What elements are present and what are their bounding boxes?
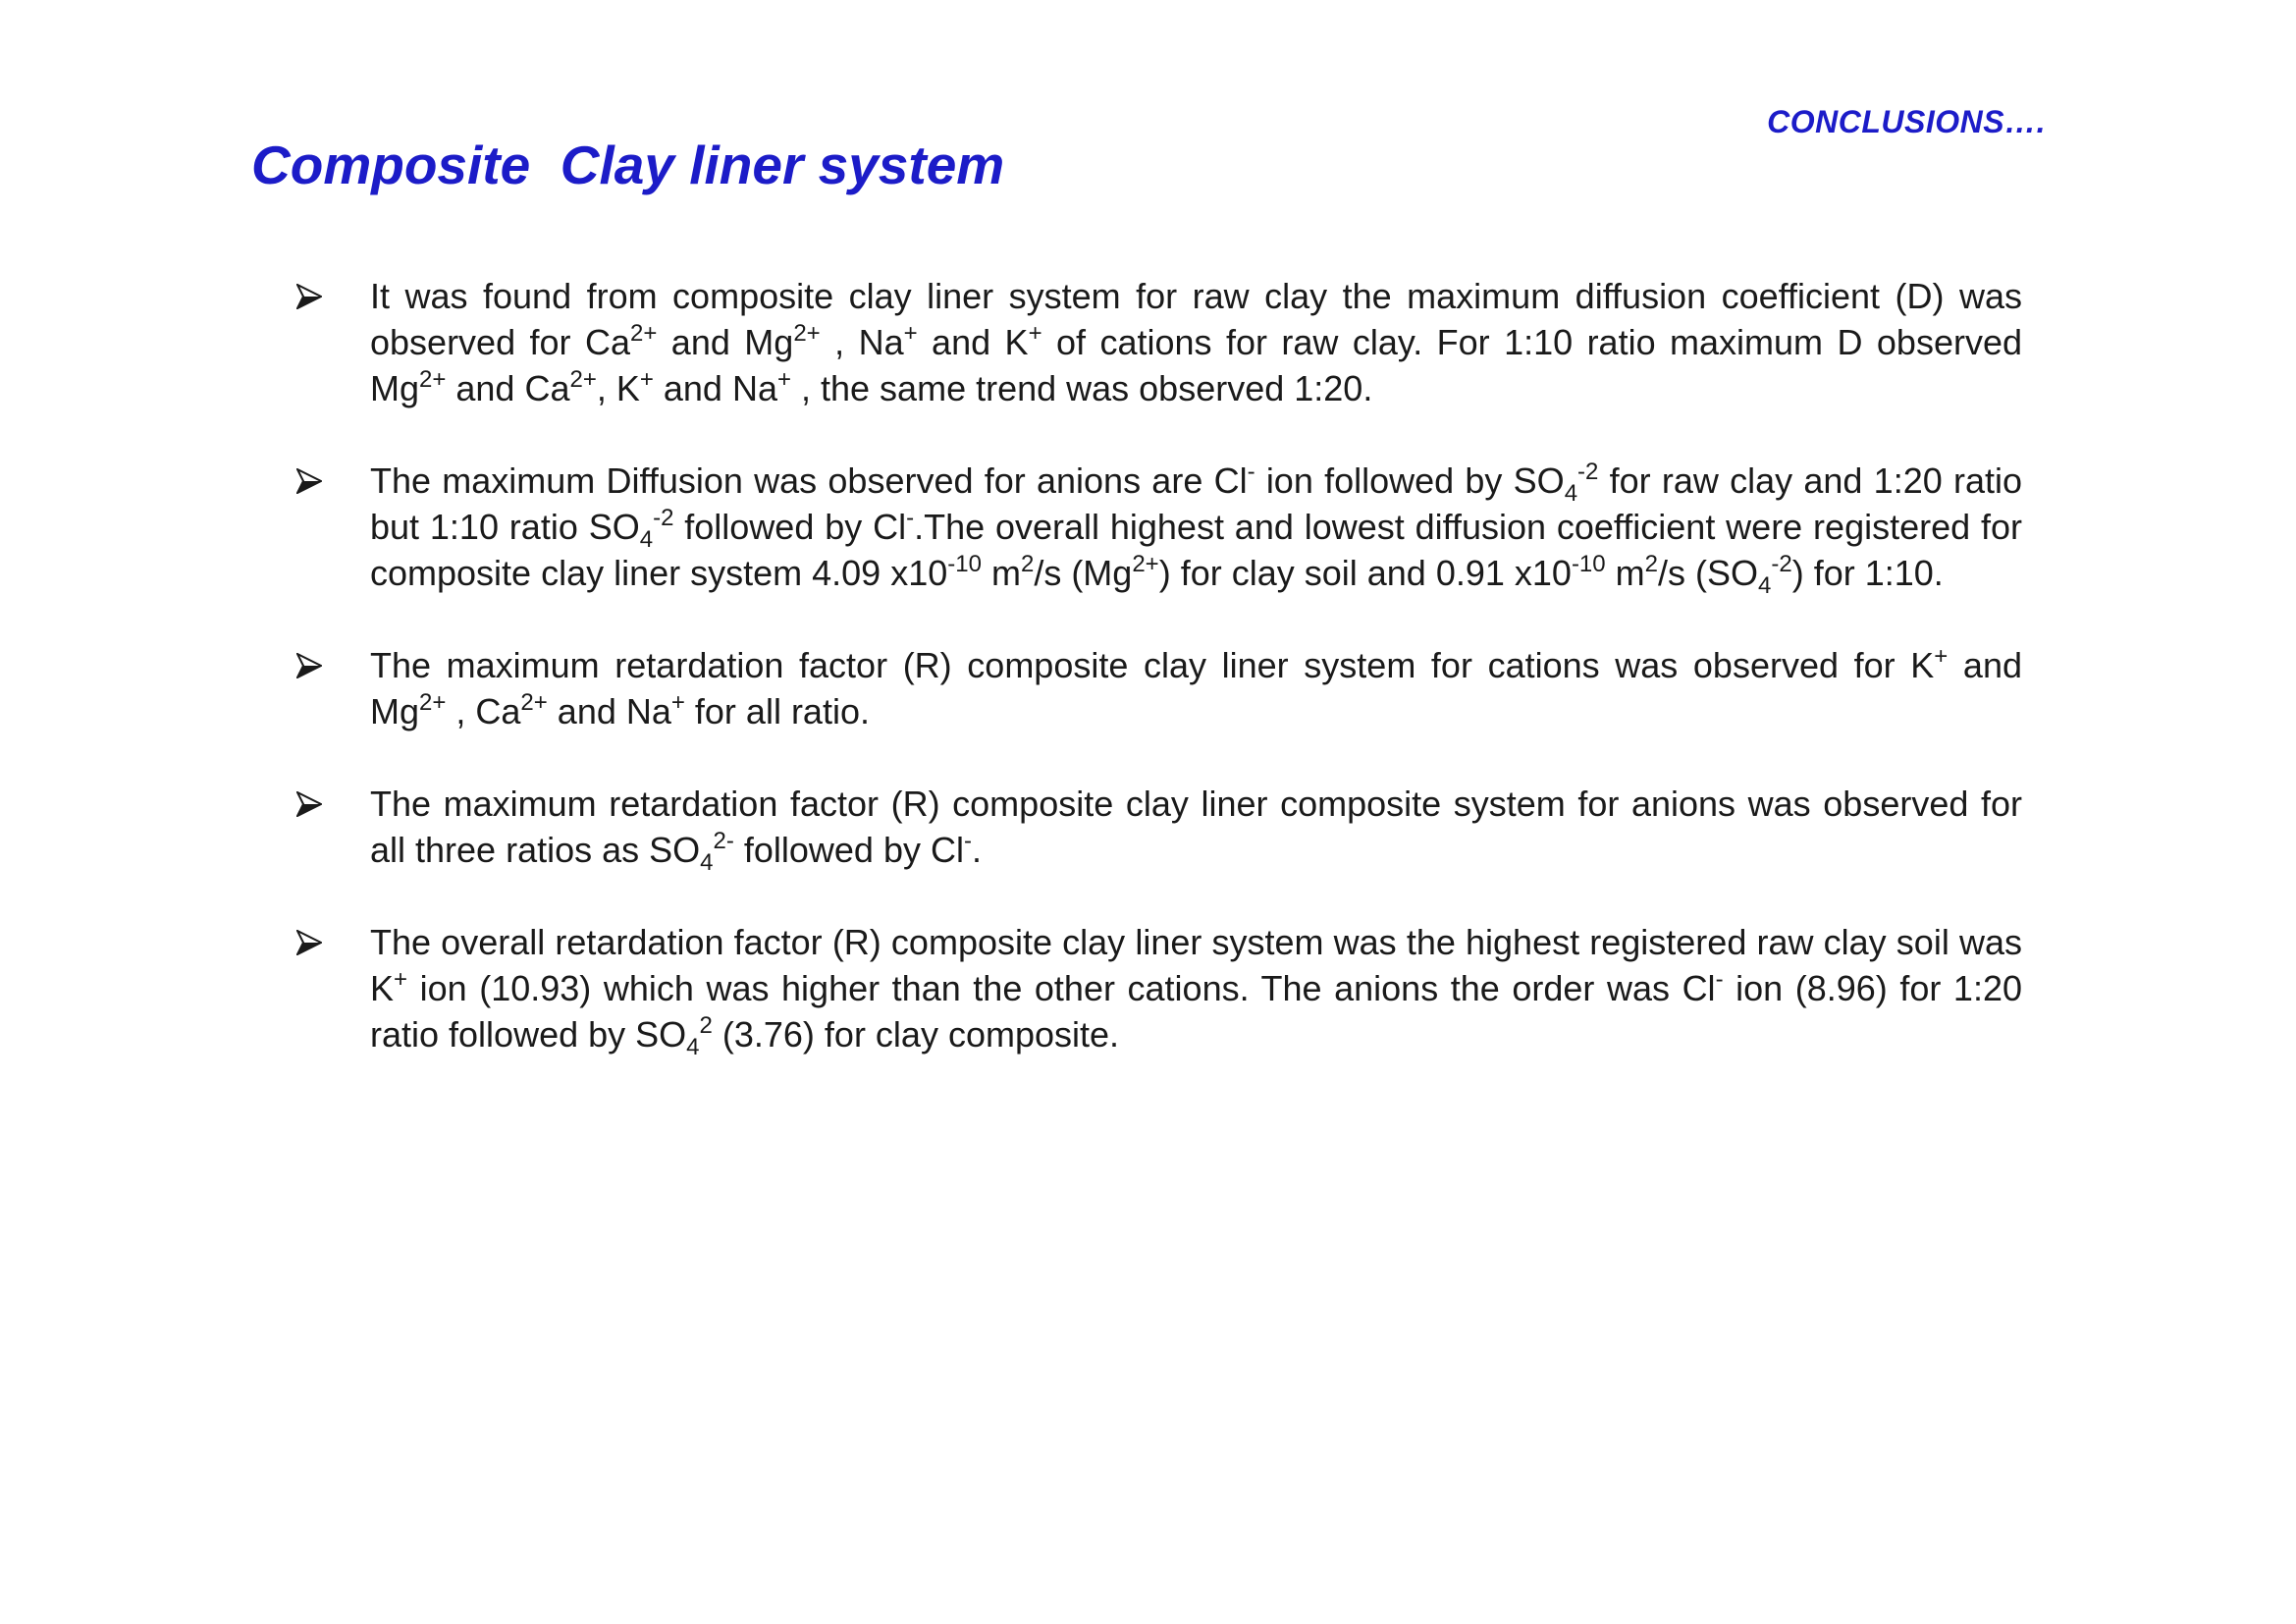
superscript: 2 bbox=[1644, 551, 1658, 577]
text-run: for all ratio. bbox=[684, 691, 870, 731]
superscript: - bbox=[963, 828, 972, 854]
bullet-item bbox=[293, 273, 2022, 411]
superscript: 2+ bbox=[569, 366, 597, 393]
bullet-text bbox=[370, 458, 2023, 599]
text-run: of cations for raw clay. For 1:10 ratio maximum D observed Mg bbox=[370, 322, 2022, 408]
text-run: The overall retardation factor (R) composite clay liner system was the highest registered raw clay soil was K bbox=[370, 922, 2022, 1008]
superscript: + bbox=[394, 966, 408, 993]
superscript: -10 bbox=[1571, 551, 1606, 577]
text-run: ion (8.96) for 1:20 ratio followed by SO bbox=[370, 968, 2022, 1055]
bullet-item bbox=[293, 642, 2022, 734]
arrowhead-bullet-icon bbox=[293, 642, 322, 688]
arrowhead-bullet-icon bbox=[293, 919, 322, 965]
superscript: 2 bbox=[699, 1012, 713, 1039]
text-run: and Mg bbox=[657, 322, 794, 362]
text-run: (3.76) for clay composite. bbox=[712, 1014, 1120, 1055]
text-run: , Ca bbox=[446, 691, 521, 731]
text-run: ion (10.93) which was higher than the other cations. The anions the order was Cl bbox=[407, 968, 1716, 1008]
text-run: and Mg bbox=[370, 645, 2022, 731]
arrowhead-bullet-icon bbox=[293, 458, 322, 504]
text-run: ion followed by SO bbox=[1255, 460, 1565, 501]
superscript: -2 bbox=[1771, 551, 1792, 577]
text-run: . bbox=[971, 830, 982, 870]
text-run: , K bbox=[596, 368, 640, 408]
superscript: 2- bbox=[713, 828, 734, 854]
slide-title: Composite Clay liner system bbox=[251, 135, 1005, 195]
text-run: and Na bbox=[653, 368, 777, 408]
bullet-item bbox=[293, 919, 2022, 1060]
bullet-text bbox=[370, 919, 2022, 1060]
superscript: -2 bbox=[1577, 459, 1599, 485]
superscript: + bbox=[1934, 643, 1949, 670]
text-run: The maximum retardation factor (R) composite clay liner composite system for anions was observed for all three ratios as SO bbox=[370, 784, 2022, 870]
superscript: - bbox=[1247, 459, 1255, 485]
text-run: followed by Cl bbox=[673, 507, 907, 547]
text-run: ) for 1:10. bbox=[1791, 553, 1944, 593]
bullet-text bbox=[370, 273, 2022, 411]
bullet-text bbox=[370, 781, 2022, 876]
text-run: It was found from composite clay liner system for raw clay the maximum diffusion coefficient (D) was observed for Ca bbox=[370, 276, 2022, 362]
superscript: - bbox=[906, 505, 915, 531]
bullet-list bbox=[293, 273, 2022, 1104]
text-run: , the same trend was observed 1:20. bbox=[791, 368, 1373, 408]
arrowhead-bullet-icon bbox=[293, 273, 322, 319]
text-run: The maximum Diffusion was observed for anions are Cl bbox=[370, 460, 1248, 501]
arrowhead-bullet-icon bbox=[293, 781, 322, 827]
bullet-item bbox=[293, 781, 2022, 876]
superscript: 2+ bbox=[793, 320, 821, 347]
superscript: -2 bbox=[653, 505, 674, 531]
superscript: 2+ bbox=[520, 689, 548, 716]
text-run: and K bbox=[917, 322, 1029, 362]
superscript: + bbox=[1028, 320, 1042, 347]
superscript: + bbox=[639, 366, 654, 393]
text-run: The maximum retardation factor (R) composite clay liner system for cations was observed for K bbox=[370, 645, 1935, 685]
superscript: 2+ bbox=[630, 320, 658, 347]
superscript: + bbox=[670, 689, 685, 716]
superscript: - bbox=[1715, 966, 1724, 993]
bullet-text bbox=[370, 642, 2022, 734]
subscript: 4 bbox=[639, 526, 654, 553]
text-run: ) for clay soil and 0.91 x10 bbox=[1158, 553, 1572, 593]
text-run: for raw clay and 1:20 ratio but 1:10 ratio SO bbox=[370, 460, 2022, 547]
superscript: 2 bbox=[1020, 551, 1035, 577]
superscript: + bbox=[903, 320, 918, 347]
subscript: 4 bbox=[686, 1034, 700, 1060]
subscript: 4 bbox=[1758, 572, 1772, 599]
text-run: followed by Cl bbox=[733, 830, 964, 870]
text-run: /s (SO bbox=[1657, 553, 1758, 593]
superscript: -10 bbox=[947, 551, 982, 577]
bullet-item bbox=[293, 458, 2023, 599]
superscript: + bbox=[776, 366, 791, 393]
text-run: and Ca bbox=[446, 368, 570, 408]
subscript: 4 bbox=[700, 849, 714, 876]
text-run: , Na bbox=[820, 322, 904, 362]
section-tag: CONCLUSIONS…. bbox=[1767, 104, 2046, 139]
superscript: 2+ bbox=[419, 689, 447, 716]
superscript: 2+ bbox=[1132, 551, 1159, 577]
text-run: .The overall highest and lowest diffusion coefficient were registered for composite clay liner system 4.09 x10 bbox=[370, 507, 2023, 593]
text-run: and Na bbox=[547, 691, 671, 731]
subscript: 4 bbox=[1564, 480, 1578, 507]
text-run: m bbox=[981, 553, 1021, 593]
text-run: /s (Mg bbox=[1034, 553, 1133, 593]
text-run: m bbox=[1605, 553, 1645, 593]
superscript: 2+ bbox=[419, 366, 447, 393]
